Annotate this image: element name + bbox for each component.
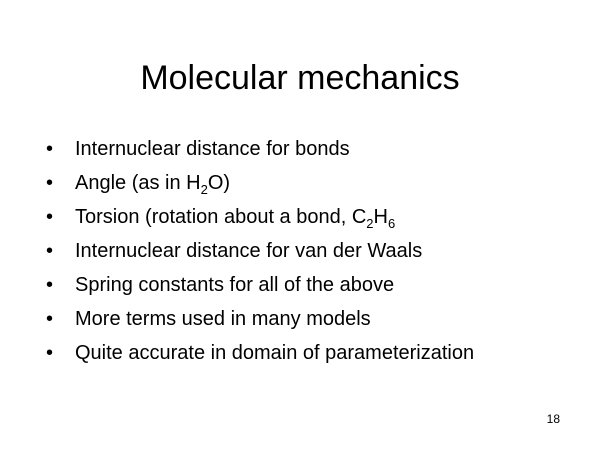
- subscript: 2: [200, 182, 208, 197]
- bullet-text: More terms used in many models: [75, 308, 371, 330]
- bullet-text: Internuclear distance for van der Waals: [75, 240, 423, 262]
- bullet-text: Spring constants for all of the above: [75, 274, 395, 296]
- bullet-text: Torsion (rotation about a bond, $C_2H_6$: [75, 206, 396, 231]
- subscript: 2: [366, 216, 374, 231]
- bullet-item: [46, 238, 586, 272]
- bullet-item: [46, 340, 586, 374]
- bullet-item: [46, 136, 586, 170]
- bullet-icon: •: [46, 172, 54, 194]
- bullet-icon: •: [46, 342, 54, 364]
- bullet-icon: •: [46, 240, 54, 262]
- page-number: 18: [546, 412, 560, 426]
- bullet-item: [46, 204, 586, 238]
- bullet-item: [46, 272, 586, 306]
- slide-title: Molecular mechanics: [140, 59, 460, 97]
- bullet-icon: •: [46, 274, 54, 296]
- bullet-list: [46, 136, 586, 374]
- bullet-icon: •: [46, 138, 54, 160]
- bullet-icon: •: [46, 206, 54, 228]
- bullet-text: Internuclear distance for bonds: [75, 138, 350, 160]
- bullet-item: [46, 306, 586, 340]
- subscript: 6: [387, 216, 396, 231]
- bullet-text: Quite accurate in domain of parameterization: [75, 342, 475, 364]
- bullet-text: Angle (as in $H_2O$): [75, 172, 231, 197]
- bullet-icon: •: [46, 308, 54, 330]
- bullet-item: [46, 170, 586, 204]
